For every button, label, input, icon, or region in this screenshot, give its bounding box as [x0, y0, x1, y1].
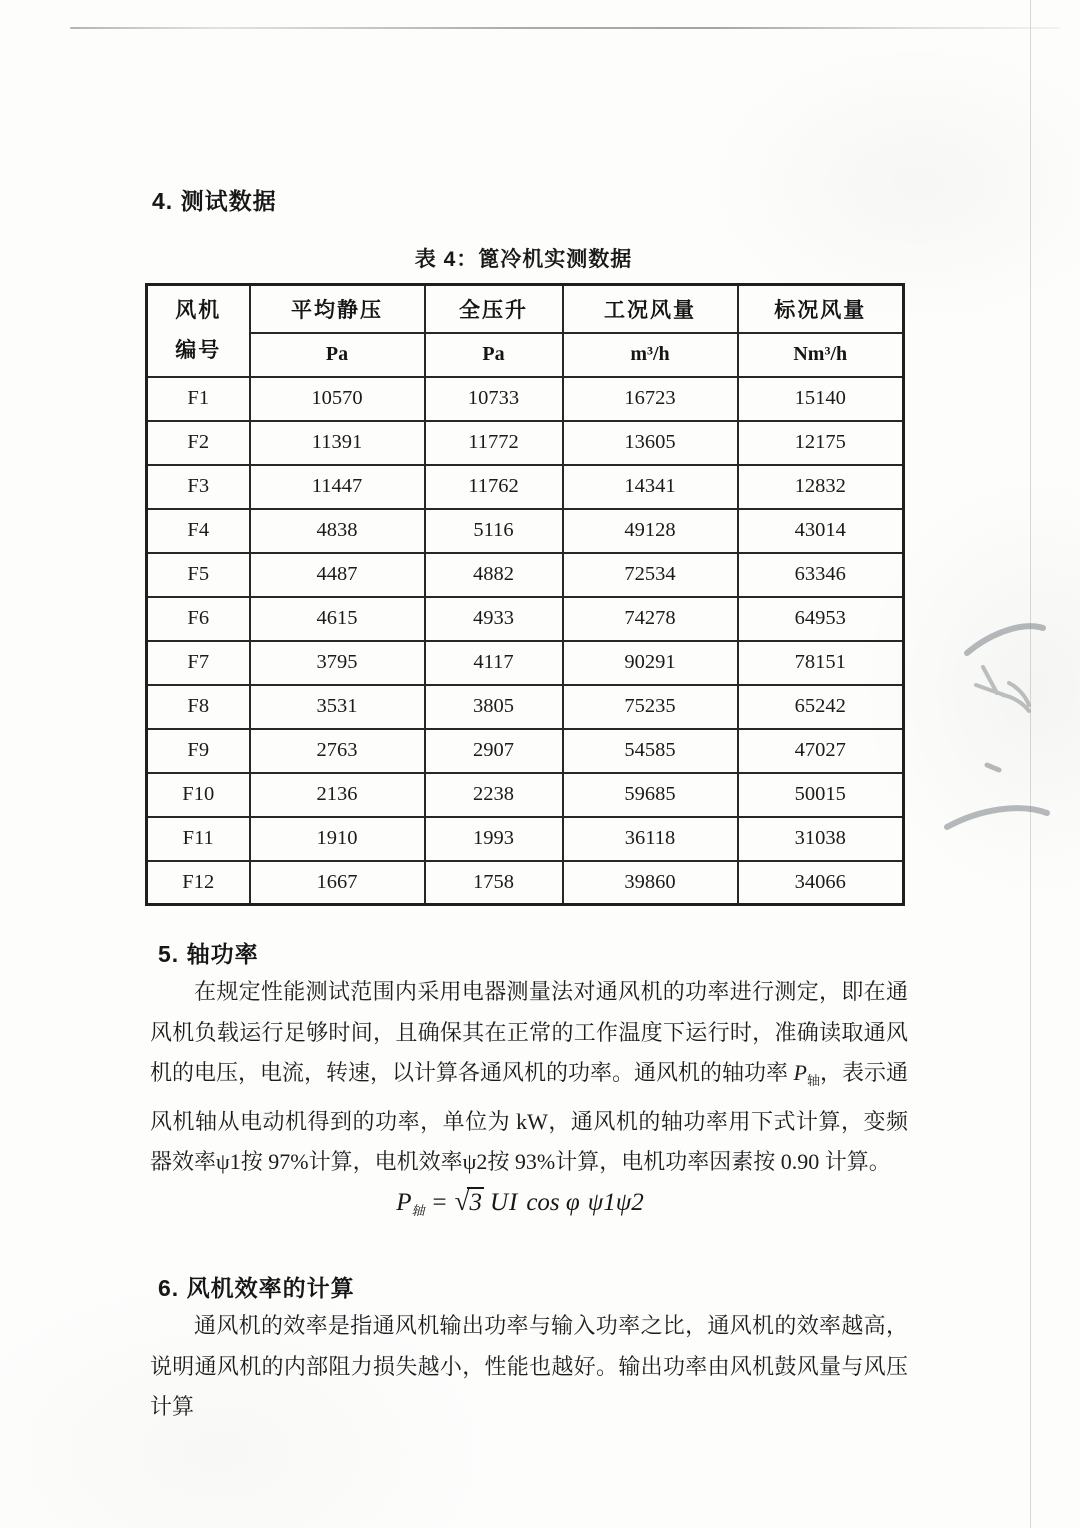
- fan-id-cell: F12: [147, 861, 250, 905]
- fan-id-header: [147, 285, 250, 377]
- table-row: [147, 553, 904, 597]
- section-4-heading: 4. 测试数据: [152, 188, 277, 214]
- value-cell: 59685: [563, 773, 738, 817]
- fan-id-cell: F1: [147, 377, 250, 421]
- value-cell: 34066: [738, 861, 904, 905]
- fan-id-cell: F6: [147, 597, 250, 641]
- section-5-heading: 5. 轴功率: [158, 941, 259, 967]
- col-header-operating-airflow: 工况风量: [563, 285, 738, 333]
- fan-id-header-line1: 风机: [175, 298, 222, 322]
- value-cell: 2763: [250, 729, 425, 773]
- value-cell: 4882: [425, 553, 563, 597]
- value-cell: 90291: [563, 641, 738, 685]
- fan-id-cell: F11: [147, 817, 250, 861]
- value-cell: 1993: [425, 817, 563, 861]
- formula-ui-term: UI: [489, 1189, 519, 1216]
- formula-cos-term: cos φ: [526, 1189, 580, 1216]
- fan-id-cell: F4: [147, 509, 250, 553]
- value-cell: 4487: [250, 553, 425, 597]
- value-cell: 11447: [250, 465, 425, 509]
- fan-id-cell: F3: [147, 465, 250, 509]
- value-cell: 5116: [425, 509, 563, 553]
- unit-avg-static-pressure: Pa: [250, 333, 425, 377]
- col-header-total-pressure-rise: 全压升: [425, 285, 563, 333]
- value-cell: 50015: [738, 773, 904, 817]
- table-row: [147, 641, 904, 685]
- table-row: [147, 729, 904, 773]
- table-row: [147, 465, 904, 509]
- formula-p-subscript: 轴: [411, 1203, 425, 1218]
- formula-p: P: [396, 1189, 412, 1216]
- header-row-units: [147, 333, 904, 377]
- value-cell: 3795: [250, 641, 425, 685]
- value-cell: 10733: [425, 377, 563, 421]
- value-cell: 11391: [250, 421, 425, 465]
- value-cell: 39860: [563, 861, 738, 905]
- value-cell: 43014: [738, 509, 904, 553]
- value-cell: 4117: [425, 641, 563, 685]
- table-row: [147, 597, 904, 641]
- value-cell: 54585: [563, 729, 738, 773]
- value-cell: 4615: [250, 597, 425, 641]
- table-row: [147, 685, 904, 729]
- table-row: [147, 509, 904, 553]
- value-cell: 65242: [738, 685, 904, 729]
- value-cell: 3531: [250, 685, 425, 729]
- value-cell: 3805: [425, 685, 563, 729]
- value-cell: 4838: [250, 509, 425, 553]
- radicand: 3: [469, 1189, 482, 1216]
- section-5-paragraph: [150, 972, 908, 1183]
- value-cell: 74278: [563, 597, 738, 641]
- formula-equals: =: [432, 1189, 447, 1216]
- table-row: [147, 773, 904, 817]
- section-6-heading: 6. 风机效率的计算: [158, 1275, 355, 1301]
- value-cell: 10570: [250, 377, 425, 421]
- formula-psi-terms: ψ1ψ2: [587, 1189, 644, 1216]
- shaft-power-formula: [150, 1186, 890, 1219]
- table-row: [147, 861, 904, 905]
- value-cell: 63346: [738, 553, 904, 597]
- value-cell: 36118: [563, 817, 738, 861]
- value-cell: 15140: [738, 377, 904, 421]
- value-cell: 4933: [425, 597, 563, 641]
- value-cell: 12175: [738, 421, 904, 465]
- value-cell: 47027: [738, 729, 904, 773]
- header-row-names: [147, 285, 904, 333]
- value-cell: 78151: [738, 641, 904, 685]
- table-row: [147, 421, 904, 465]
- shaft-power-symbol: $P_轴$: [793, 1060, 820, 1088]
- value-cell: 14341: [563, 465, 738, 509]
- value-cell: 1667: [250, 861, 425, 905]
- para-5-text-1: 在规定性能测试范围内采用电器测量法对通风机的功率进行测定，即在通风机负载运行足够时间，且确保其在正常的工作温度下运行时，准确读取通风机的电压，电流，转速，以计算各通风机的功率。通风机的轴功率: [150, 979, 908, 1085]
- fan-id-cell: F2: [147, 421, 250, 465]
- para-5-text-2: ，表示通风机轴从电动机得到的功率，单位为 kW，通风机的轴功率用下式计算，变频器效率ψ1按 97%计算，电机效率ψ2按 93%计算，电机功率因素按 0.90 计算。: [150, 1060, 908, 1174]
- section-6-paragraph: 通风机的效率是指通风机输出功率与输入功率之比，通风机的效率越高，说明通风机的内部阻力损失越小，性能也越好。输出功率由风机鼓风量与风压计算: [150, 1313, 908, 1419]
- measured-data-table: [145, 283, 905, 906]
- unit-total-pressure-rise: Pa: [425, 333, 563, 377]
- value-cell: 49128: [563, 509, 738, 553]
- value-cell: 72534: [563, 553, 738, 597]
- table-body: [147, 377, 904, 905]
- fan-id-cell: F10: [147, 773, 250, 817]
- fan-id-cell: F8: [147, 685, 250, 729]
- value-cell: 1758: [425, 861, 563, 905]
- table-header: [147, 285, 904, 377]
- value-cell: 2238: [425, 773, 563, 817]
- value-cell: 11772: [425, 421, 563, 465]
- value-cell: 13605: [563, 421, 738, 465]
- table-caption: 表 4：篦冷机实测数据: [414, 248, 633, 271]
- value-cell: 31038: [738, 817, 904, 861]
- fan-id-cell: F7: [147, 641, 250, 685]
- unit-standard-airflow: Nm³/h: [738, 333, 904, 377]
- unit-operating-airflow: m³/h: [563, 333, 738, 377]
- value-cell: 2907: [425, 729, 563, 773]
- col-header-standard-airflow: 标况风量: [738, 285, 904, 333]
- table-row: [147, 817, 904, 861]
- scan-artifact-line: [70, 27, 1060, 29]
- value-cell: 75235: [563, 685, 738, 729]
- col-header-avg-static-pressure: 平均静压: [250, 285, 425, 333]
- fan-id-cell: F9: [147, 729, 250, 773]
- fan-id-header-line2: 编号: [175, 338, 222, 362]
- radical-sign: √: [454, 1186, 470, 1216]
- table-row: [147, 377, 904, 421]
- handwritten-stamp-mark: [935, 575, 1080, 855]
- fan-id-cell: F5: [147, 553, 250, 597]
- value-cell: 2136: [250, 773, 425, 817]
- value-cell: 1910: [250, 817, 425, 861]
- value-cell: 11762: [425, 465, 563, 509]
- value-cell: 16723: [563, 377, 738, 421]
- value-cell: 12832: [738, 465, 904, 509]
- value-cell: 64953: [738, 597, 904, 641]
